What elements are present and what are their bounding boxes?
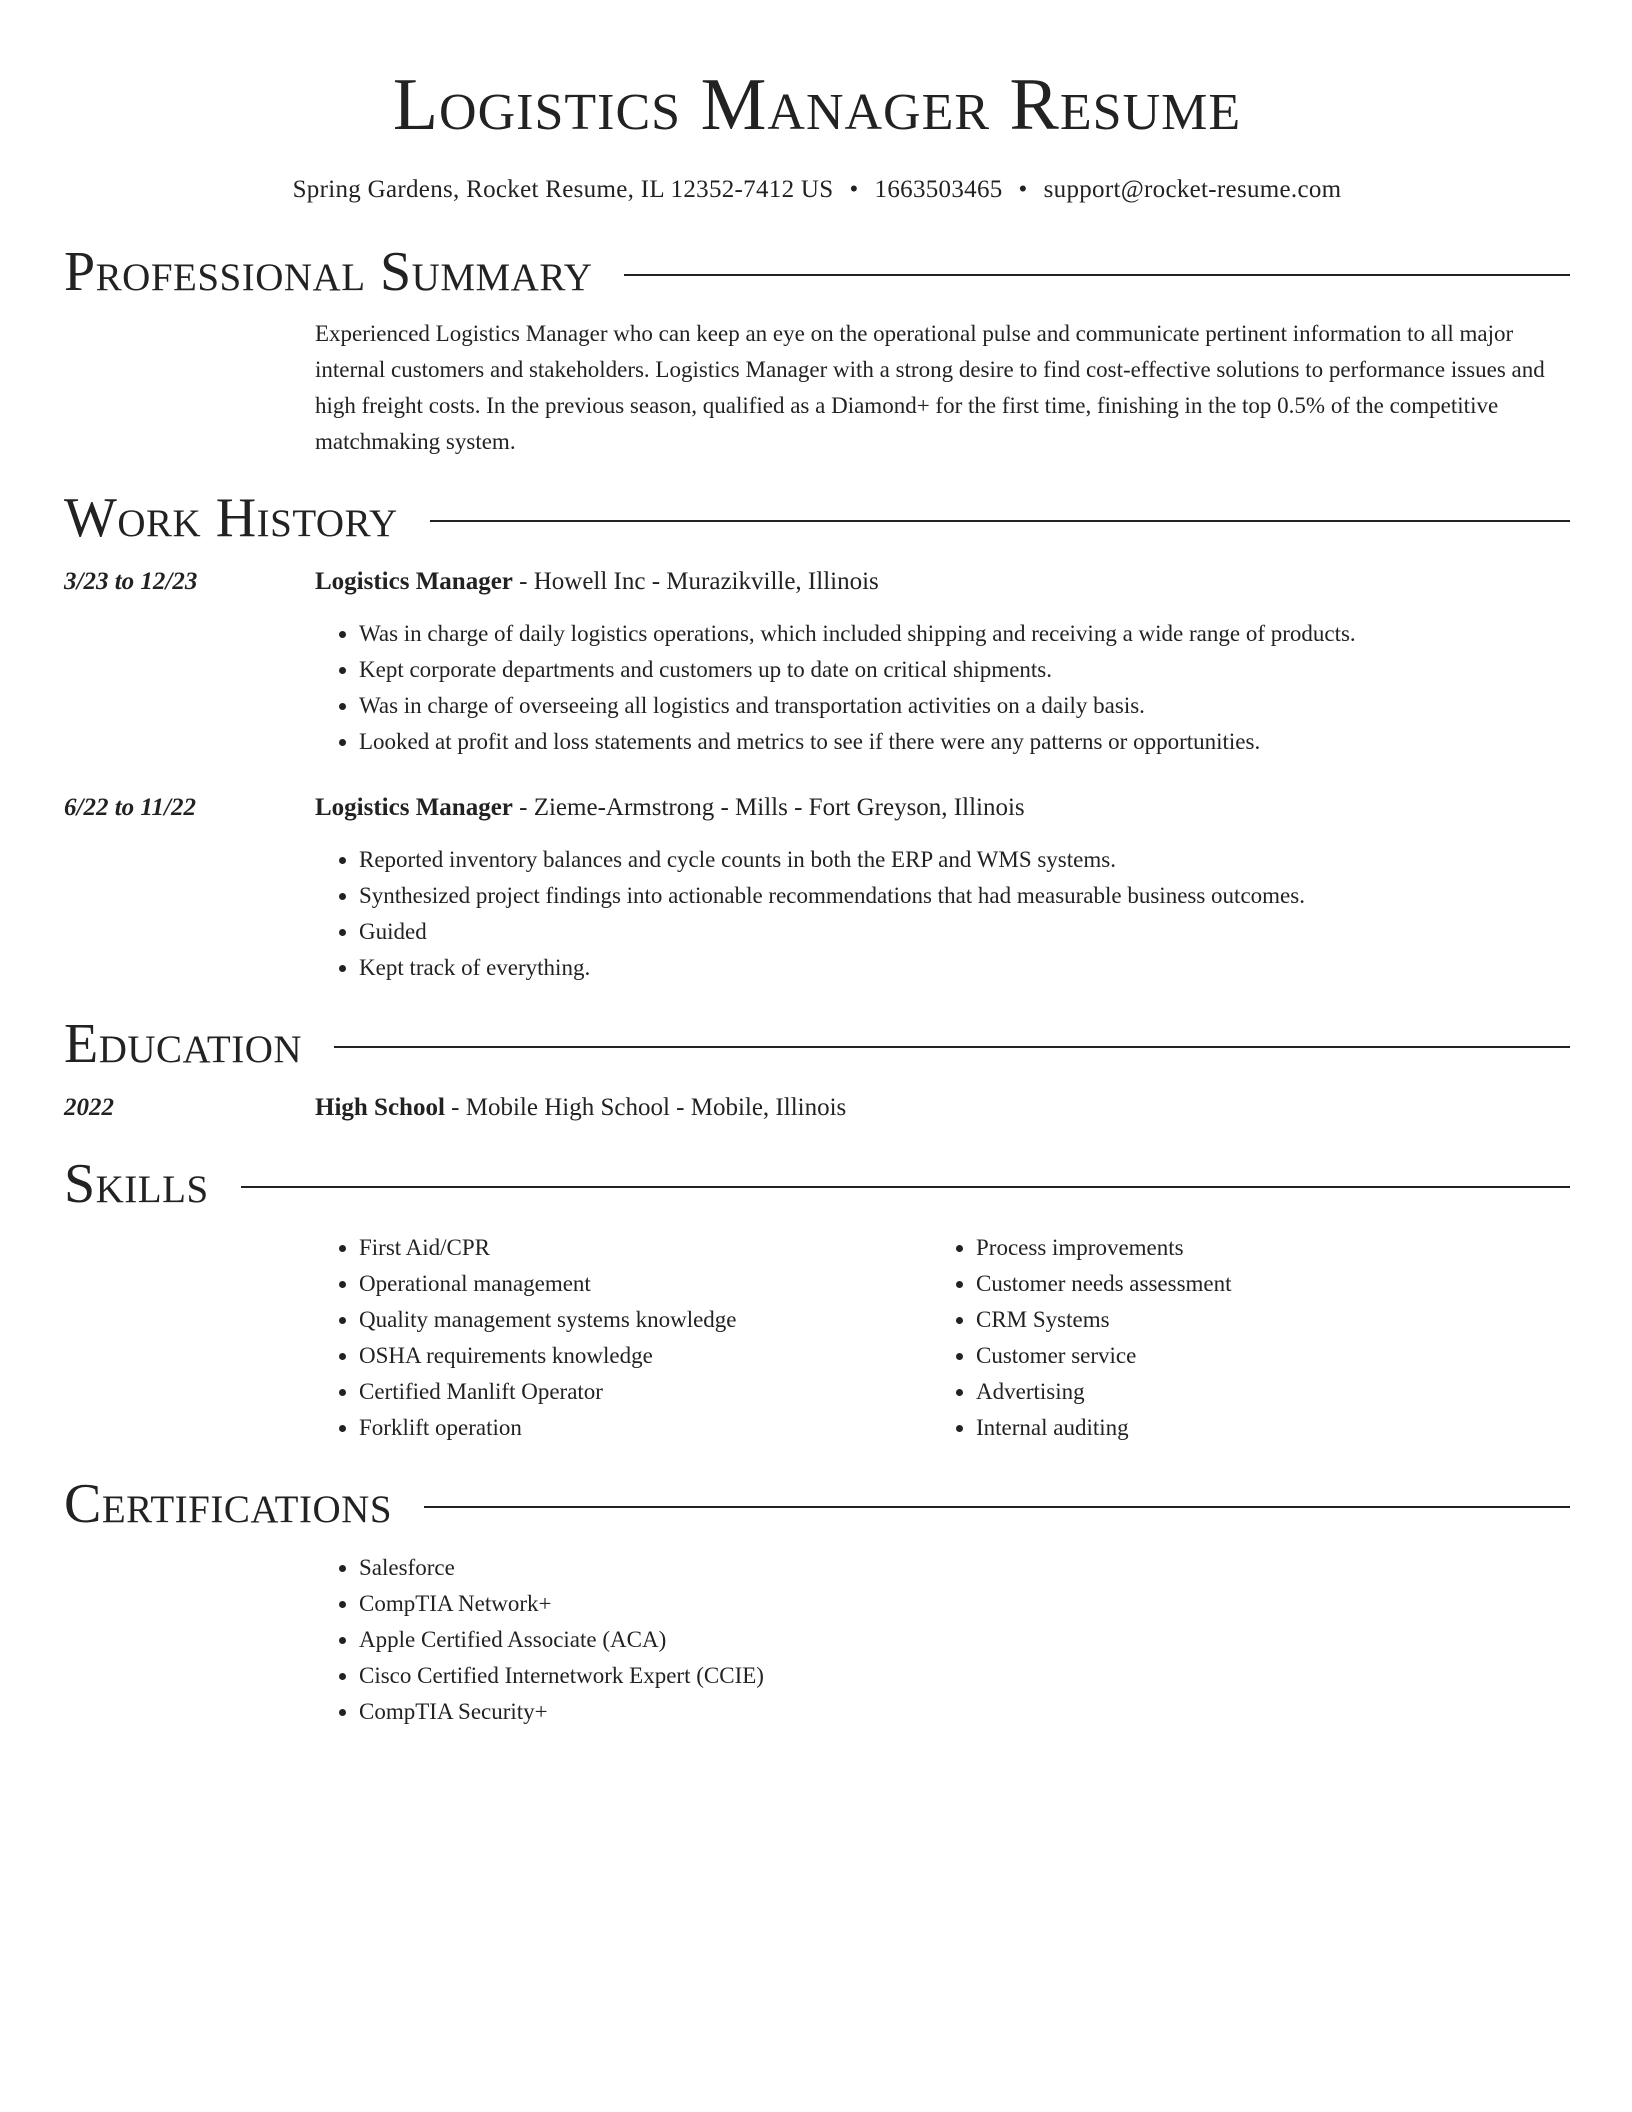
section-divider — [241, 1186, 1570, 1188]
summary-heading: Professional Summary — [64, 241, 593, 303]
skills-column-right — [932, 1230, 1549, 1446]
contact-phone: 1663503465 — [874, 176, 1003, 203]
education-school-location: - Mobile High School - Mobile, Illinois — [444, 1094, 847, 1121]
resume-title: Logistics Manager Resume — [392, 64, 1242, 146]
certification-item: • Salesforce — [359, 1550, 1570, 1586]
skill-item: • Customer service — [976, 1338, 1549, 1374]
list-item: • Was in charge of overseeing all logistics and transportation activities on a daily basis. — [359, 688, 1570, 724]
job-details — [315, 790, 1570, 986]
certifications-section-header — [64, 1472, 1570, 1536]
education-section-header — [64, 1012, 1570, 1076]
list-item: • Looked at profit and loss statements and metrics to see if there were any patterns or opportunities. — [359, 724, 1570, 760]
education-degree: High School — [315, 1094, 445, 1121]
education-entry — [64, 1090, 1570, 1126]
resume-page — [64, 0, 1570, 1730]
education-heading-line — [315, 1090, 1570, 1126]
job-entry — [64, 564, 1570, 760]
education-year: 2022 — [64, 1094, 114, 1121]
contact-line — [64, 174, 1570, 206]
list-item: • Kept corporate departments and customers up to date on critical shipments. — [359, 652, 1570, 688]
list-item: • Was in charge of daily logistics operations, which included shipping and receiving a wide range of products. — [359, 616, 1570, 652]
certifications-heading: Certifications — [64, 1473, 393, 1535]
job-heading — [315, 564, 1570, 600]
certification-item: • CompTIA Network+ — [359, 1586, 1570, 1622]
list-item: • Guided — [359, 914, 1570, 950]
list-item: • Synthesized project findings into actionable recommendations that had measurable business outcomes. — [359, 878, 1570, 914]
section-divider — [430, 520, 1570, 522]
job-heading — [315, 790, 1570, 826]
list-item: • Kept track of everything. — [359, 950, 1570, 986]
contact-email: support@rocket-resume.com — [1043, 176, 1342, 203]
education-details — [315, 1090, 1570, 1126]
skill-item: • Forklift operation — [359, 1410, 932, 1446]
job-entry — [64, 790, 1570, 986]
contact-separator: • — [1018, 176, 1028, 203]
certification-item: • Apple Certified Associate (ACA) — [359, 1622, 1570, 1658]
education-heading: Education — [64, 1013, 303, 1075]
skill-item: • Process improvements — [976, 1230, 1549, 1266]
job-title: Logistics Manager — [315, 568, 513, 595]
contact-separator: • — [849, 176, 859, 203]
skills-column-left — [315, 1230, 932, 1446]
job-bullets — [315, 842, 1570, 986]
section-divider — [424, 1506, 1570, 1508]
section-divider — [624, 274, 1570, 276]
skill-item: • Quality management systems knowledge — [359, 1302, 932, 1338]
skill-item: • Operational management — [359, 1266, 932, 1302]
skills-heading: Skills — [64, 1153, 209, 1215]
work-history-heading: Work History — [64, 487, 398, 549]
job-title: Logistics Manager — [315, 794, 513, 821]
job-bullets — [315, 616, 1570, 760]
skill-item: • Internal auditing — [976, 1410, 1549, 1446]
section-divider — [334, 1046, 1570, 1048]
certifications-list — [315, 1550, 1570, 1730]
job-details — [315, 564, 1570, 760]
job-dates: 6/22 to 11/22 — [64, 794, 196, 821]
skill-item: • First Aid/CPR — [359, 1230, 932, 1266]
summary-section-header — [64, 240, 1570, 304]
work-history-section-header — [64, 486, 1570, 550]
skill-item: • OSHA requirements knowledge — [359, 1338, 932, 1374]
job-dates: 3/23 to 12/23 — [64, 568, 198, 595]
list-item: • Reported inventory balances and cycle counts in both the ERP and WMS systems. — [359, 842, 1570, 878]
certification-item: • Cisco Certified Internetwork Expert (CCIE) — [359, 1658, 1570, 1694]
skills-section-header — [64, 1152, 1570, 1216]
contact-address: Spring Gardens, Rocket Resume, IL 12352-7412 US — [292, 176, 834, 203]
summary-text: Experienced Logistics Manager who can keep an eye on the operational pulse and communicate pertinent information to all major internal customers and stakeholders. Logistics Manager with a strong desire to find cost-effective solutions to performance issues and high freight costs. In the previous season, qualified as a Diamond+ for the first time, finishing in the top 0.5% of the competitive matchmaking system. — [315, 321, 1545, 454]
skill-item: • CRM Systems — [976, 1302, 1549, 1338]
job-company-location: - Zieme-Armstrong - Mills - Fort Greyson, Illinois — [512, 794, 1025, 821]
skill-item: • Customer needs assessment — [976, 1266, 1549, 1302]
skill-item: • Advertising — [976, 1374, 1549, 1410]
skills-list — [315, 1230, 1570, 1446]
certifications-items — [315, 1550, 1570, 1730]
certification-item: • CompTIA Security+ — [359, 1694, 1570, 1730]
job-company-location: - Howell Inc - Murazikville, Illinois — [512, 568, 879, 595]
skill-item: • Certified Manlift Operator — [359, 1374, 932, 1410]
